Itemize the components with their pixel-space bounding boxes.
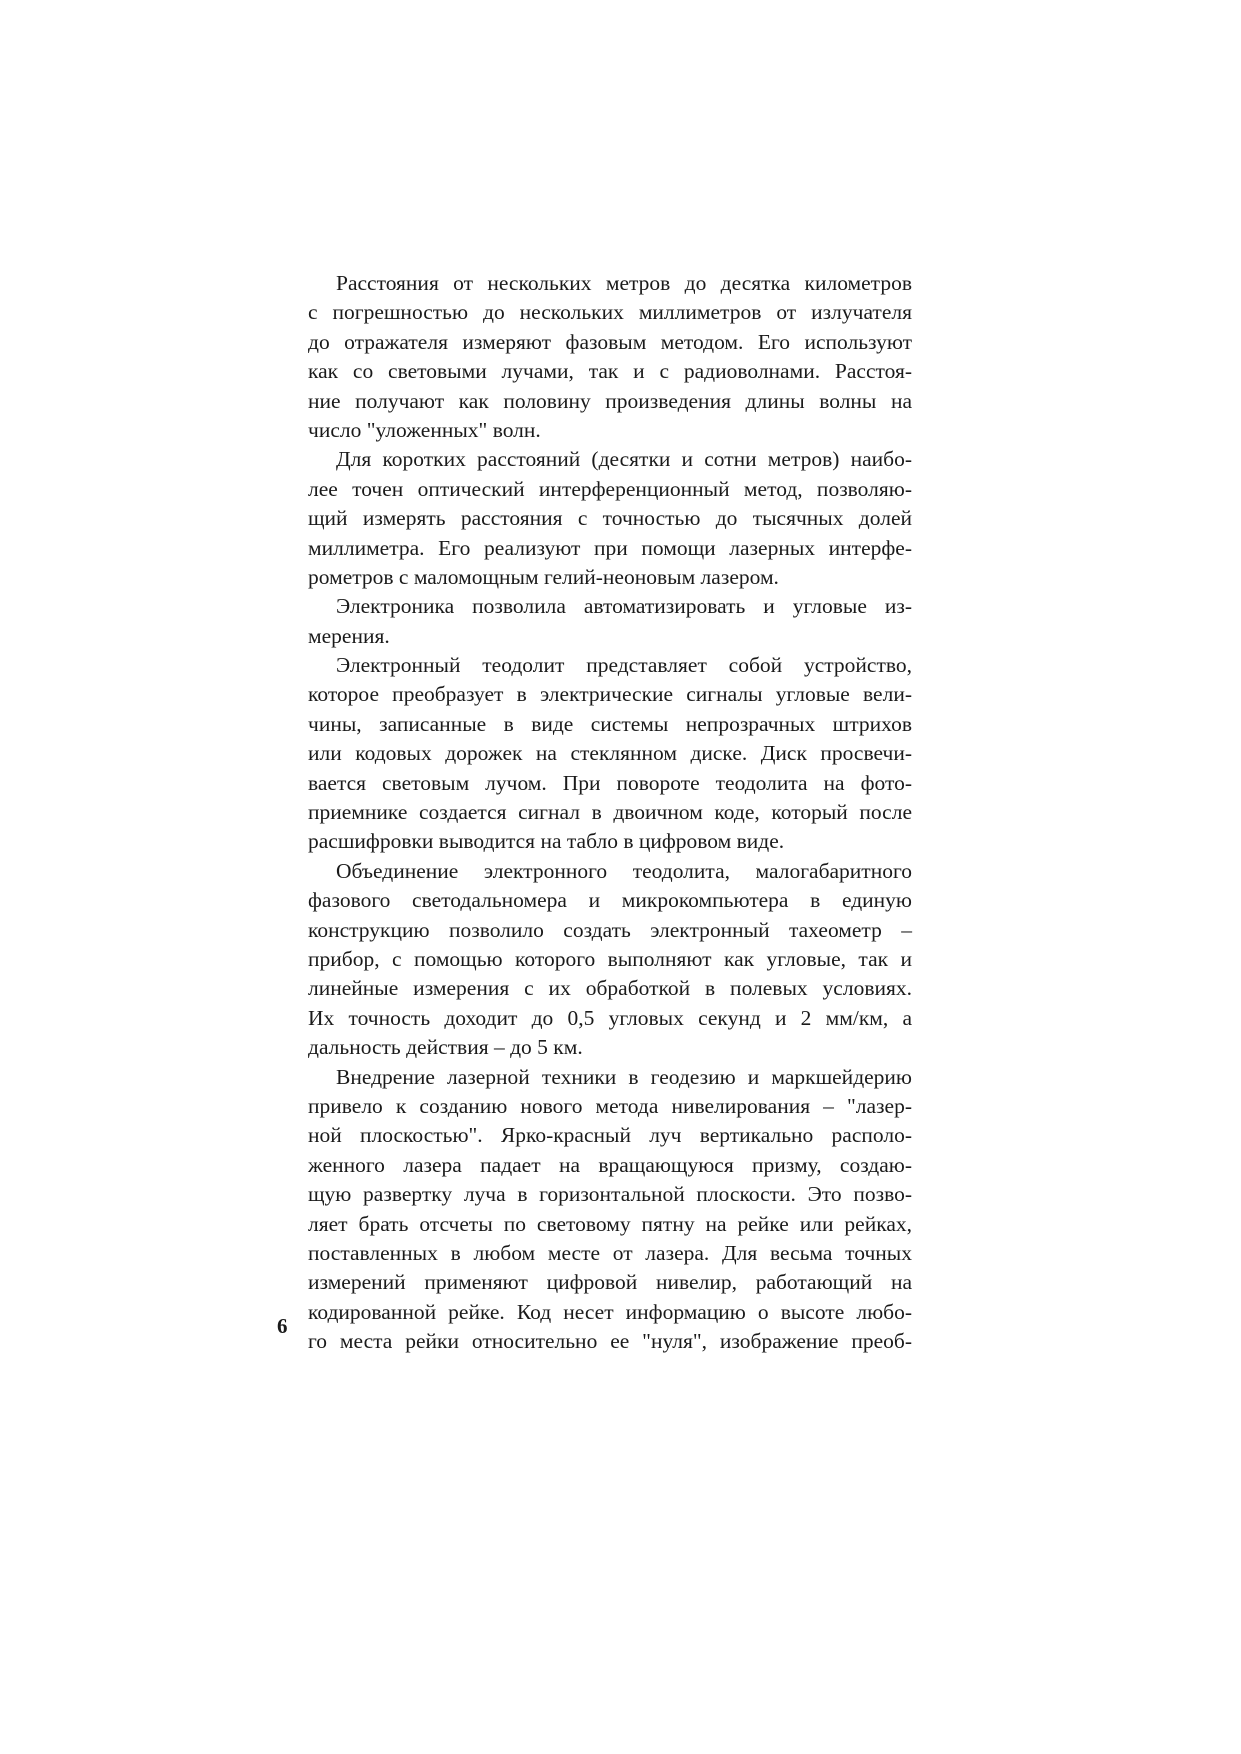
text-line: кодированной рейке. Код несет информацию о высоте любо- [308, 1299, 912, 1324]
text-line: вается световым лучом. При повороте теодолита на фото- [308, 770, 912, 795]
paragraph-2 [308, 445, 912, 592]
text-line: Объединение электронного теодолита, малогабаритного [336, 858, 912, 883]
text-line: ляет брать отсчеты по световому пятну на рейке или рейках, [308, 1211, 912, 1236]
text-line: Внедрение лазерной техники в геодезию и маркшейдерию [336, 1064, 912, 1089]
text-line: чины, записанные в виде системы непрозрачных штрихов [308, 711, 912, 736]
page-number: 6 [277, 1314, 288, 1338]
text-line: мерения. [308, 623, 390, 648]
text-line: ной плоскостью". Ярко-красный луч вертикально располо- [308, 1123, 912, 1148]
text-line: которое преобразует в электрические сигналы угловые вели- [308, 682, 912, 707]
text-line: расшифровки выводится на табло в цифровом виде. [308, 829, 785, 854]
paragraph-4 [308, 651, 912, 857]
text-line: дальность действия – до 5 км. [308, 1035, 583, 1060]
text-line: щий измерять расстояния с точностью до тысячных долей [308, 506, 912, 531]
text-line: женного лазера падает на вращающуюся призму, создаю- [308, 1152, 912, 1177]
text-line: Электронный теодолит представляет собой устройство, [336, 653, 912, 678]
text-line: с погрешностью до нескольких миллиметров от излучателя [308, 300, 912, 325]
text-line: Их точность доходит до 0,5 угловых секунд и 2 мм/км, а [308, 1005, 912, 1030]
paragraph-1 [308, 269, 912, 445]
text-line: миллиметра. Его реализуют при помощи лазерных интерфе- [308, 535, 912, 560]
paragraph-6 [308, 1063, 912, 1357]
text-line: число "уложенных" волн. [308, 417, 541, 442]
paragraph-5 [308, 857, 912, 1063]
text-line: приемнике создается сигнал в двоичном коде, который после [308, 800, 912, 825]
paragraph-3 [308, 592, 912, 651]
text-line: поставленных в любом месте от лазера. Для весьма точных [308, 1240, 912, 1265]
body-text [308, 269, 912, 1356]
text-line: до отражателя измеряют фазовым методом. Его используют [308, 329, 912, 354]
text-line: фазового светодальномера и микрокомпьютера в единую [308, 888, 912, 913]
text-line: конструкцию позволило создать электронный тахеометр – [308, 917, 912, 942]
text-line: ние получают как половину произведения длины волны на [308, 388, 912, 413]
text-line: прибор, с помощью которого выполняют как угловые, так и [308, 946, 912, 971]
text-line: лее точен оптический интерференционный метод, позволяю- [308, 476, 912, 501]
text-line: щую развертку луча в горизонтальной плоскости. Это позво- [308, 1182, 912, 1207]
text-line: или кодовых дорожек на стеклянном диске. Диск просвечи- [308, 741, 912, 766]
text-line: привело к созданию нового метода нивелирования – "лазер- [308, 1093, 912, 1118]
text-line: Расстояния от нескольких метров до десятка километров [336, 271, 912, 295]
text-line: как со световыми лучами, так и с радиоволнами. Расстоя- [308, 359, 912, 384]
text-line: линейные измерения с их обработкой в полевых условиях. [308, 976, 912, 1001]
text-line: измерений применяют цифровой нивелир, работающий на [308, 1270, 912, 1295]
text-line: Для коротких расстояний (десятки и сотни метров) наибо- [336, 447, 912, 472]
text-line: рометров с маломощным гелий-неоновым лазером. [308, 564, 779, 589]
text-line: Электроника позволила автоматизировать и угловые из- [336, 594, 912, 619]
text-line: го места рейки относительно ее "нуля", изображение преоб- [308, 1329, 912, 1354]
